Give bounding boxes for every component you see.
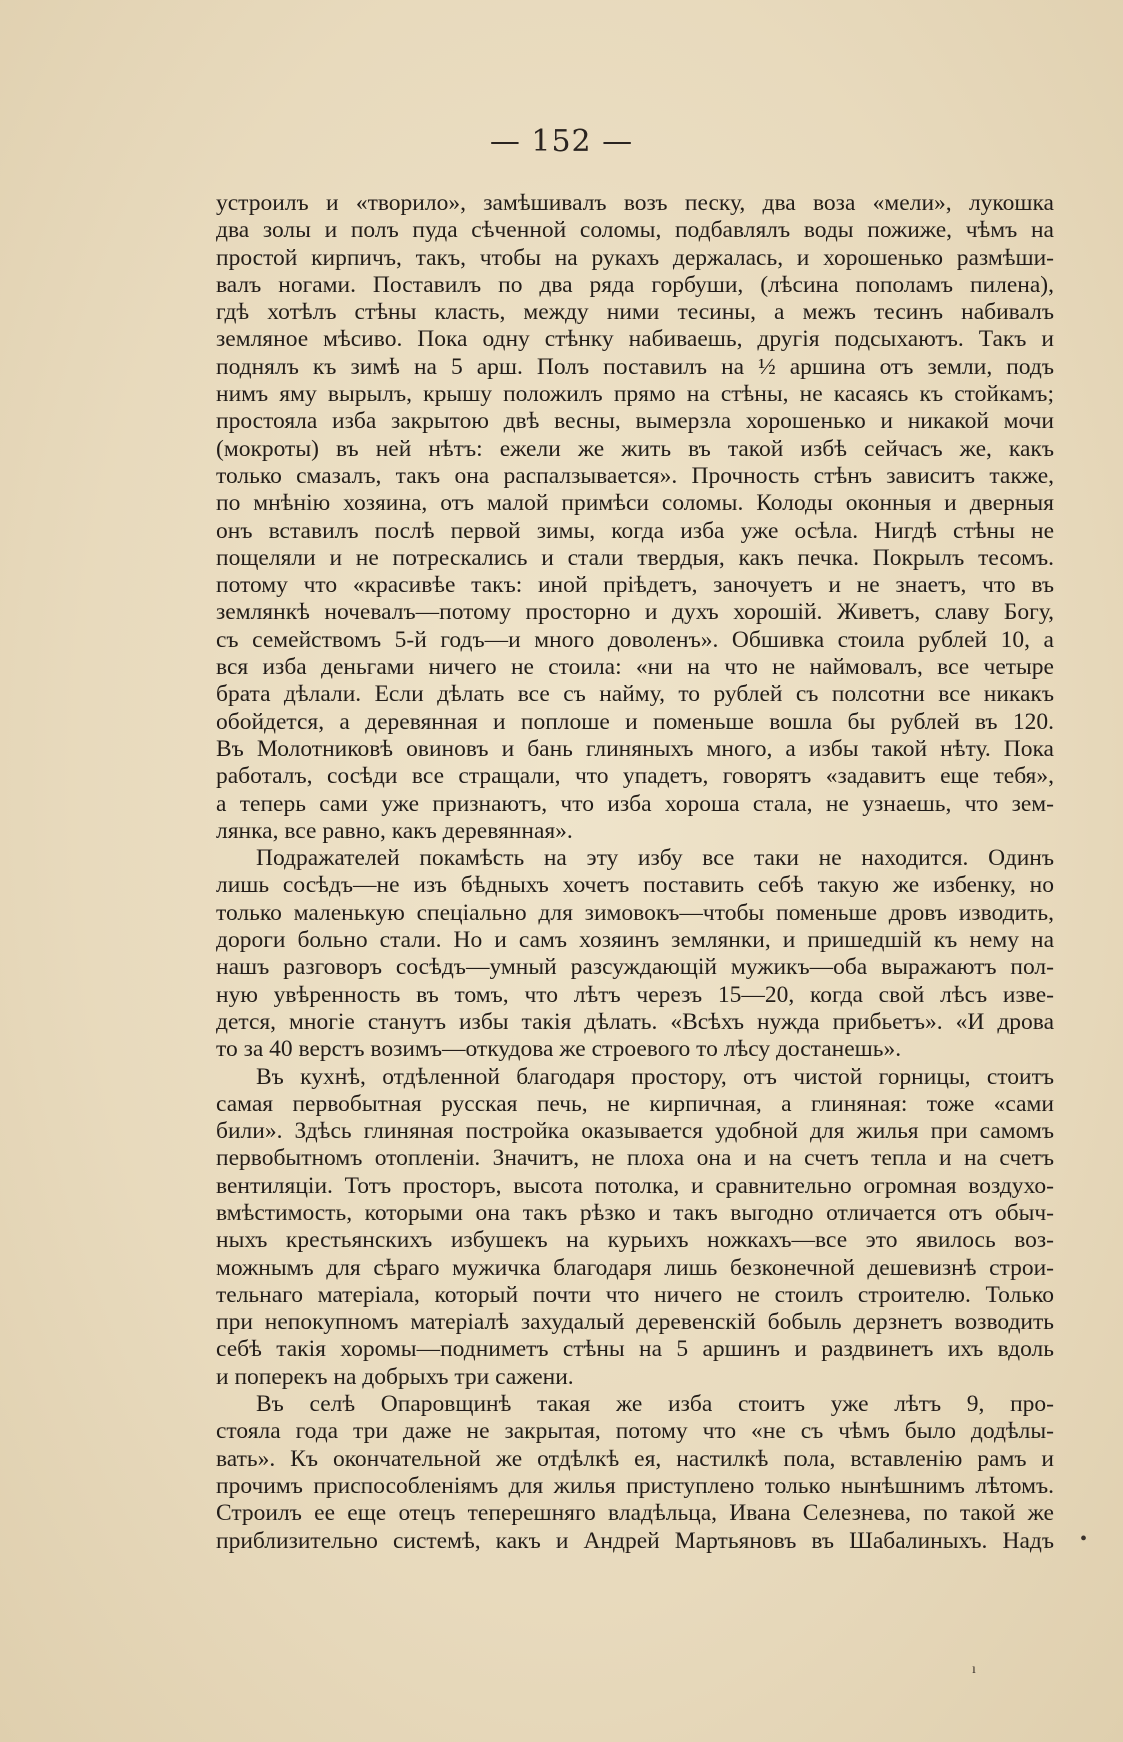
text-line: нашъ разговоръ сосѣдъ—умный разсуждающій мужикъ—оба выражаютъ пол- <box>216 954 1054 981</box>
text-line: ныхъ крестьянскихъ избушекъ на курьихъ ножкахъ—все это явилось воз- <box>216 1227 1054 1254</box>
text-line: первобытномъ отопленіи. Значитъ, не плоха она и на счетъ тепла и на счетъ <box>216 1145 1054 1172</box>
text-line: потому что «красивѣе такъ: иной пріѣдетъ, заночуетъ и не знаетъ, что въ <box>216 572 1054 599</box>
text-line: работалъ, сосѣди все стращали, что упадетъ, говорятъ «задавитъ еще тебя», <box>216 763 1054 790</box>
text-line: только маленькую спеціально для зимовокъ—чтобы поменьше дровъ изводить, <box>216 899 1054 926</box>
text-line: самая первобытная русская печь, не кирпичная, а глиняная: тоже «сами <box>216 1090 1054 1117</box>
text-line: (мокроты) въ ней нѣтъ: ежели же жить въ такой избѣ сейчасъ же, какъ <box>216 435 1054 462</box>
text-line: землянкѣ ночевалъ—потому просторно и духъ хорошій. Живетъ, славу Богу, <box>216 599 1054 626</box>
text-line: пощеляли и не потрескались и стали твердыя, какъ печка. Покрылъ тесомъ. <box>216 544 1054 571</box>
text-line: вентиляціи. Тотъ просторъ, высота потолка, и сравнительно огромная воздухо- <box>216 1172 1054 1199</box>
bottom-tick-mark: ı <box>972 1662 976 1677</box>
paragraph-start-line: Подражателей покамѣсть на эту избу все таки не находится. Одинъ <box>256 845 1054 872</box>
text-line: онъ вставилъ послѣ первой зимы, когда изба уже осѣла. Нигдѣ стѣны не <box>216 517 1054 544</box>
text-line: приблизительно системѣ, какъ и Андрей Мартьяновъ въ Шабалиныхъ. Надъ <box>216 1527 1054 1554</box>
text-line: нимъ яму вырылъ, крышу положилъ прямо на стѣны, не касаясь къ стойкамъ; <box>216 381 1054 408</box>
text-line: съ семействомъ 5-й годъ—и много доволенъ». Обшивка стоила рублей 10, а <box>216 626 1054 653</box>
text-line: валъ ногами. Поставилъ по два ряда горбуши, (лѣсина пополамъ пилена), <box>216 271 1054 298</box>
text-line: вмѣстимость, которыми она такъ рѣзко и такъ выгодно отличается отъ обыч- <box>216 1199 1054 1226</box>
text-line: и поперекъ на добрыхъ три сажени. <box>216 1363 574 1390</box>
text-line: два золы и полъ пуда сѣченной соломы, подбавлялъ воды пожиже, чѣмъ на <box>216 217 1054 244</box>
text-line: при непокупномъ матеріалѣ захудалый деревенскій бобыль дерзнетъ возводить <box>216 1309 1054 1336</box>
paragraph-start-line: Въ селѣ Опаровщинѣ такая же изба стоитъ уже лѣтъ 9, про- <box>256 1391 1054 1418</box>
text-line: вать». Къ окончательной же отдѣлкѣ ея, настилкѣ пола, вставленію рамъ и <box>216 1445 1054 1472</box>
text-line: простой кирпичъ, такъ, чтобы на рукахъ держалась, и хорошенько размѣши- <box>216 244 1054 271</box>
text-line: земляное мѣсиво. Пока одну стѣнку набиваешь, другія подсыхаютъ. Такъ и <box>216 326 1054 353</box>
text-line: дороги больно стали. Но и самъ хозяинъ землянки, и пришедшій къ нему на <box>216 927 1054 954</box>
text-line: брата дѣлали. Если дѣлать все съ найму, то рублей съ полсотни все никакъ <box>216 681 1054 708</box>
text-line: дется, многіе станутъ избы такія дѣлать. «Всѣхъ нужда прибьетъ». «И дрова <box>216 1008 1054 1035</box>
text-line: били». Здѣсь глиняная постройка оказывается удобной для жилья при самомъ <box>216 1118 1054 1145</box>
text-line: устроилъ и «творило», замѣшивалъ возъ песку, два воза «мели», лукошка <box>216 190 1054 216</box>
text-line: а теперь сами уже признаютъ, что изба хороша стала, не узнаешь, что зем- <box>216 790 1054 817</box>
text-line: можнымъ для сѣраго мужичка благодаря лишь безконечной дешевизнѣ строи- <box>216 1254 1054 1281</box>
text-line: обойдется, а деревянная и поплоше и поменьше вошла бы рублей въ 120. <box>216 708 1054 735</box>
text-line: стояла года три даже не закрытая, потому что «не съ чѣмъ было додѣлы- <box>216 1418 1054 1445</box>
text-line: прочимъ приспособленіямъ для жилья приступлено только нынѣшнимъ лѣтомъ. <box>216 1472 1054 1499</box>
text-line: Строилъ ее еще отецъ теперешняго владѣльца, Ивана Селезнева, по такой же <box>216 1500 1054 1527</box>
text-line: тельнаго матеріала, который почти что ничего не стоилъ строителю. Только <box>216 1281 1054 1308</box>
text-line: лянка, все равно, какъ деревянная». <box>216 817 573 844</box>
text-line: только смазалъ, такъ она распалзывается». Прочность стѣнъ зависитъ также, <box>216 462 1054 489</box>
text-line: то за 40 верстъ возимъ—откудова же строевого то лѣсу достанешь». <box>216 1036 902 1063</box>
margin-dot-mark: • <box>1080 1528 1088 1550</box>
text-line: вся изба деньгами ничего не стоила: «ни на что не наймовалъ, все четыре <box>216 654 1054 681</box>
text-line: себѣ такія хоромы—подниметъ стѣны на 5 аршинъ и раздвинетъ ихъ вдоль <box>216 1336 1054 1363</box>
text-line: поднялъ къ зимѣ на 5 арш. Полъ поставилъ на ½ аршина отъ земли, подъ <box>216 353 1054 380</box>
text-line: Въ Молотниковѣ овиновъ и бань глиняныхъ много, а избы такой нѣту. Пока <box>216 735 1054 762</box>
page-number: — 152 — <box>489 124 634 159</box>
text-line: гдѣ хотѣлъ стѣны класть, между ними тесины, а межъ тесинъ набивалъ <box>216 299 1054 326</box>
text-line: ную увѣренность въ томъ, что лѣтъ черезъ 15—20, когда свой лѣсъ изве- <box>216 981 1054 1008</box>
text-line: простояла изба закрытою двѣ весны, вымерзла хорошенько и никакой мочи <box>216 408 1054 435</box>
paragraph-start-line: Въ кухнѣ, отдѣленной благодаря простору, отъ чистой горницы, стоитъ <box>256 1063 1054 1090</box>
text-line: лишь сосѣдъ—не изъ бѣдныхъ хочетъ поставить себѣ такую же избенку, но <box>216 872 1054 899</box>
body-text <box>216 190 1054 1555</box>
text-line: по мнѣнію хозяина, отъ малой примѣси соломы. Колоды оконныя и дверныя <box>216 490 1054 517</box>
